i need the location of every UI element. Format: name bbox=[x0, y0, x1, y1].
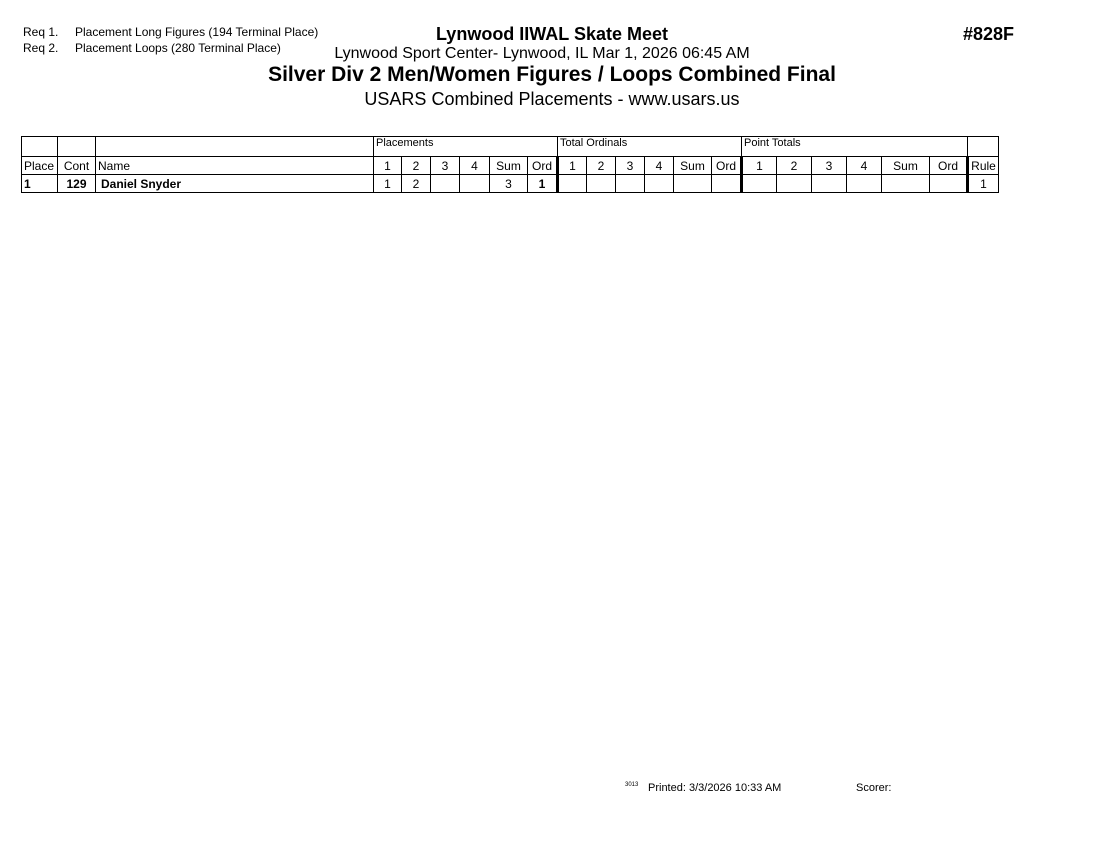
group-total-ordinals: Total Ordinals bbox=[558, 137, 742, 157]
cell-ordinal-3 bbox=[616, 175, 645, 193]
cell-placement-ord: 1 bbox=[528, 175, 558, 193]
col-placement-4: 4 bbox=[460, 157, 490, 175]
column-header-row bbox=[22, 157, 999, 175]
col-ordinal-ord: Ord bbox=[712, 157, 742, 175]
cell-points-3 bbox=[812, 175, 847, 193]
requirement-text: Placement Long Figures (194 Terminal Place) bbox=[75, 25, 319, 39]
col-ordinal-4: 4 bbox=[645, 157, 674, 175]
cell-placement-sum: 3 bbox=[490, 175, 528, 193]
col-rule: Rule bbox=[968, 157, 999, 175]
cell-points-sum bbox=[882, 175, 930, 193]
cell-placement-2: 2 bbox=[402, 175, 431, 193]
cell-ordinal-2 bbox=[587, 175, 616, 193]
cell-ordinal-4 bbox=[645, 175, 674, 193]
event-title: Silver Div 2 Men/Women Figures / Loops Combined Final bbox=[268, 63, 836, 86]
cell-rule: 1 bbox=[968, 175, 999, 193]
col-ordinal-1: 1 bbox=[558, 157, 587, 175]
group-placements: Placements bbox=[374, 137, 558, 157]
cell-points-4 bbox=[847, 175, 882, 193]
cell-ordinal-ord bbox=[712, 175, 742, 193]
event-number: #828F bbox=[963, 24, 1015, 44]
meet-title: Lynwood IIWAL Skate Meet bbox=[435, 24, 669, 44]
cell-ordinal-1 bbox=[558, 175, 587, 193]
col-ordinal-3: 3 bbox=[616, 157, 645, 175]
col-points-1: 1 bbox=[742, 157, 777, 175]
col-points-ord: Ord bbox=[930, 157, 968, 175]
col-name: Name bbox=[96, 157, 374, 175]
col-placement-1: 1 bbox=[374, 157, 402, 175]
cell-points-2 bbox=[777, 175, 812, 193]
table-row bbox=[22, 175, 999, 193]
col-ordinal-sum: Sum bbox=[674, 157, 712, 175]
results-table bbox=[21, 136, 999, 193]
scorer-label: Scorer: bbox=[856, 782, 892, 794]
col-points-3: 3 bbox=[812, 157, 847, 175]
col-placement-2: 2 bbox=[402, 157, 431, 175]
cell-points-ord bbox=[930, 175, 968, 193]
group-header-row bbox=[22, 137, 999, 157]
cell-placement-4 bbox=[460, 175, 490, 193]
cell-ordinal-sum bbox=[674, 175, 712, 193]
col-place: Place bbox=[22, 157, 58, 175]
cell-cont: 129 bbox=[58, 175, 96, 193]
requirement-text: Placement Loops (280 Terminal Place) bbox=[75, 41, 281, 55]
group-point-totals: Point Totals bbox=[742, 137, 968, 157]
venue-line: Lynwood Sport Center- Lynwood, IL Mar 1, 2026 06:45 AM bbox=[334, 45, 750, 62]
cell-points-1 bbox=[742, 175, 777, 193]
col-points-4: 4 bbox=[847, 157, 882, 175]
col-placement-sum: Sum bbox=[490, 157, 528, 175]
subtitle: USARS Combined Placements - www.usars.us bbox=[364, 89, 740, 109]
cell-placement-1: 1 bbox=[374, 175, 402, 193]
cell-placement-3 bbox=[431, 175, 460, 193]
col-placement-ord: Ord bbox=[528, 157, 558, 175]
col-points-sum: Sum bbox=[882, 157, 930, 175]
requirement-number: Req 2. bbox=[23, 41, 59, 55]
cell-place: 1 bbox=[22, 175, 58, 193]
col-points-2: 2 bbox=[777, 157, 812, 175]
col-placement-3: 3 bbox=[431, 157, 460, 175]
cell-name: Daniel Snyder bbox=[96, 175, 374, 193]
printed-timestamp: Printed: 3/3/2026 10:33 AM bbox=[648, 782, 782, 794]
col-cont: Cont bbox=[58, 157, 96, 175]
footer-code: 3013 bbox=[625, 782, 639, 788]
col-ordinal-2: 2 bbox=[587, 157, 616, 175]
requirement-number: Req 1. bbox=[23, 25, 59, 39]
